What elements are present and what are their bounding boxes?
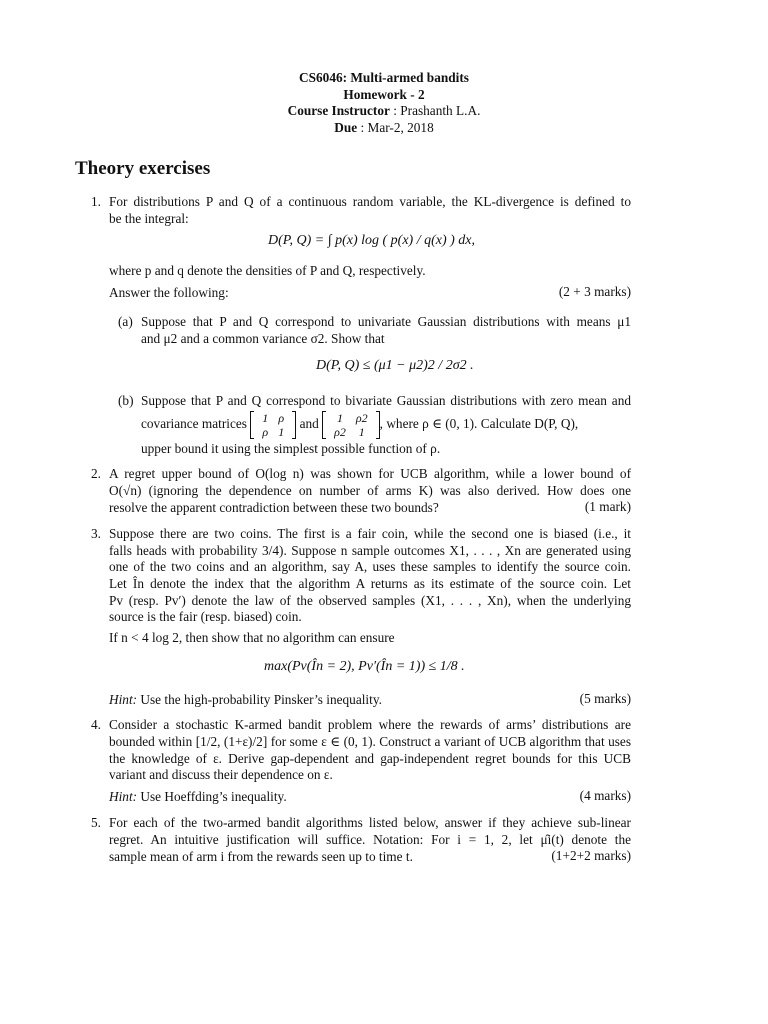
q1a-line2: and μ2 and a common variance σ2. Show that <box>141 331 385 346</box>
q5-line2: regret. An intuitive justification will suffice. Notation: For i = 1, 2, let μ̂i(t) denote the <box>109 832 631 847</box>
section-title: Theory exercises <box>75 158 211 179</box>
q3-line6: source is the fair (resp. biased) coin. <box>109 609 302 624</box>
q1-line3: where p and q denote the densities of P and Q, respectively. <box>109 263 426 278</box>
q5-marks: (1+2+2 marks) <box>551 848 631 863</box>
q1-line2: be the integral: <box>109 211 189 226</box>
q2-line1: A regret upper bound of O(log n) was shown for UCB algorithm, while a lower bound of <box>109 466 631 481</box>
q1b-line1: Suppose that P and Q correspond to bivariate Gaussian distributions with zero mean and <box>141 393 631 408</box>
q3-number: 3. <box>91 526 101 541</box>
q2-marks: (1 mark) <box>584 499 631 514</box>
course-title: CS6046: Multi-armed bandits <box>299 70 469 85</box>
q4-line1: Consider a stochastic K-armed bandit problem where the rewards of arms’ distributions are <box>109 717 631 732</box>
q1-marks: (2 + 3 marks) <box>558 284 631 299</box>
q1b-line2: covariance matrices 1 ρ ρ 1 and 1 ρ2 ρ2 1 , where ρ ∈ (0, 1). Calculate D(P, Q), <box>141 410 579 439</box>
q3-line3: one of the two coins and an algorithm, say A, uses these samples to identify the source coin. <box>109 559 631 574</box>
q1-kl-equation: D(P, Q) = ∫ p(x) log ( p(x) / q(x) ) dx, <box>268 233 476 248</box>
q4-number: 4. <box>91 717 101 732</box>
q1a-equation: D(P, Q) ≤ (μ1 − μ2)2 / 2σ2 . <box>316 358 474 373</box>
q1-number: 1. <box>91 194 101 209</box>
covariance-matrix-1: 1 ρ ρ 1 <box>250 411 296 439</box>
q1-line1: For distributions P and Q of a continuous random variable, the KL-divergence is defined to <box>109 194 631 209</box>
q3-line2: falls heads with probability 3/4). Suppose n sample outcomes X1, . . . , Xn are generated using <box>109 543 631 558</box>
q1-line4: Answer the following: <box>109 285 229 300</box>
q5-number: 5. <box>91 815 101 830</box>
q3-marks: (5 marks) <box>579 691 631 706</box>
q1a-label: (a) <box>118 314 133 329</box>
q1b-line3: upper bound it using the simplest possible function of ρ. <box>141 441 441 456</box>
q4-marks: (4 marks) <box>579 788 631 803</box>
q4-hint: Hint: Use Hoeffding’s inequality. <box>109 789 287 804</box>
q5-line3: sample mean of arm i from the rewards seen up to time t. <box>109 849 413 864</box>
q4-line2: bounded within [1/2, (1+ε)/2] for some ε ∈ (0, 1). Construct a variant of UCB algorithm that uses <box>109 734 631 749</box>
q3-line4: Let În denote the index that the algorithm A returns as its estimate of the source coin. Let <box>109 576 631 591</box>
q2-line3: resolve the apparent contradiction between these two bounds? <box>109 500 439 515</box>
homework-title: Homework - 2 <box>343 86 425 102</box>
q2-line2: O(√n) (ignoring the dependence on number of arms K) was also derived. How does one <box>109 483 631 498</box>
q1a-line1: Suppose that P and Q correspond to univariate Gaussian distributions with means μ1 <box>141 314 631 329</box>
due-line: Due : Mar-2, 2018 <box>334 119 434 135</box>
q3-hint: Hint: Use the high-probability Pinsker’s inequality. <box>109 692 382 707</box>
q4-line4: variant and discuss their dependence on ε. <box>109 767 333 782</box>
q1b-label: (b) <box>118 393 134 408</box>
instructor-line: Course Instructor : Prashanth L.A. <box>287 103 481 118</box>
document-header <box>0 70 768 136</box>
q2-number: 2. <box>91 466 101 481</box>
covariance-matrix-2: 1 ρ2 ρ2 1 <box>322 411 380 439</box>
q5-line1: For each of the two-armed bandit algorithms listed below, answer if they achieve sub-linear <box>109 815 631 830</box>
q3-line7: If n < 4 log 2, then show that no algorithm can ensure <box>109 630 395 645</box>
q3-equation: max(Pv(În = 2), Pv′(În = 1)) ≤ 1/8 . <box>264 659 465 674</box>
q3-line5: Pv (resp. Pv′) denote the law of the observed samples (X1, . . . , Xn), when the underlying <box>109 593 631 608</box>
q4-line3: the knowledge of ε. Derive gap-dependent and gap-independent regret bounds for this UCB <box>109 751 631 766</box>
q3-line1: Suppose there are two coins. The first is a fair coin, while the second one is biased (i.e., it <box>109 526 631 541</box>
